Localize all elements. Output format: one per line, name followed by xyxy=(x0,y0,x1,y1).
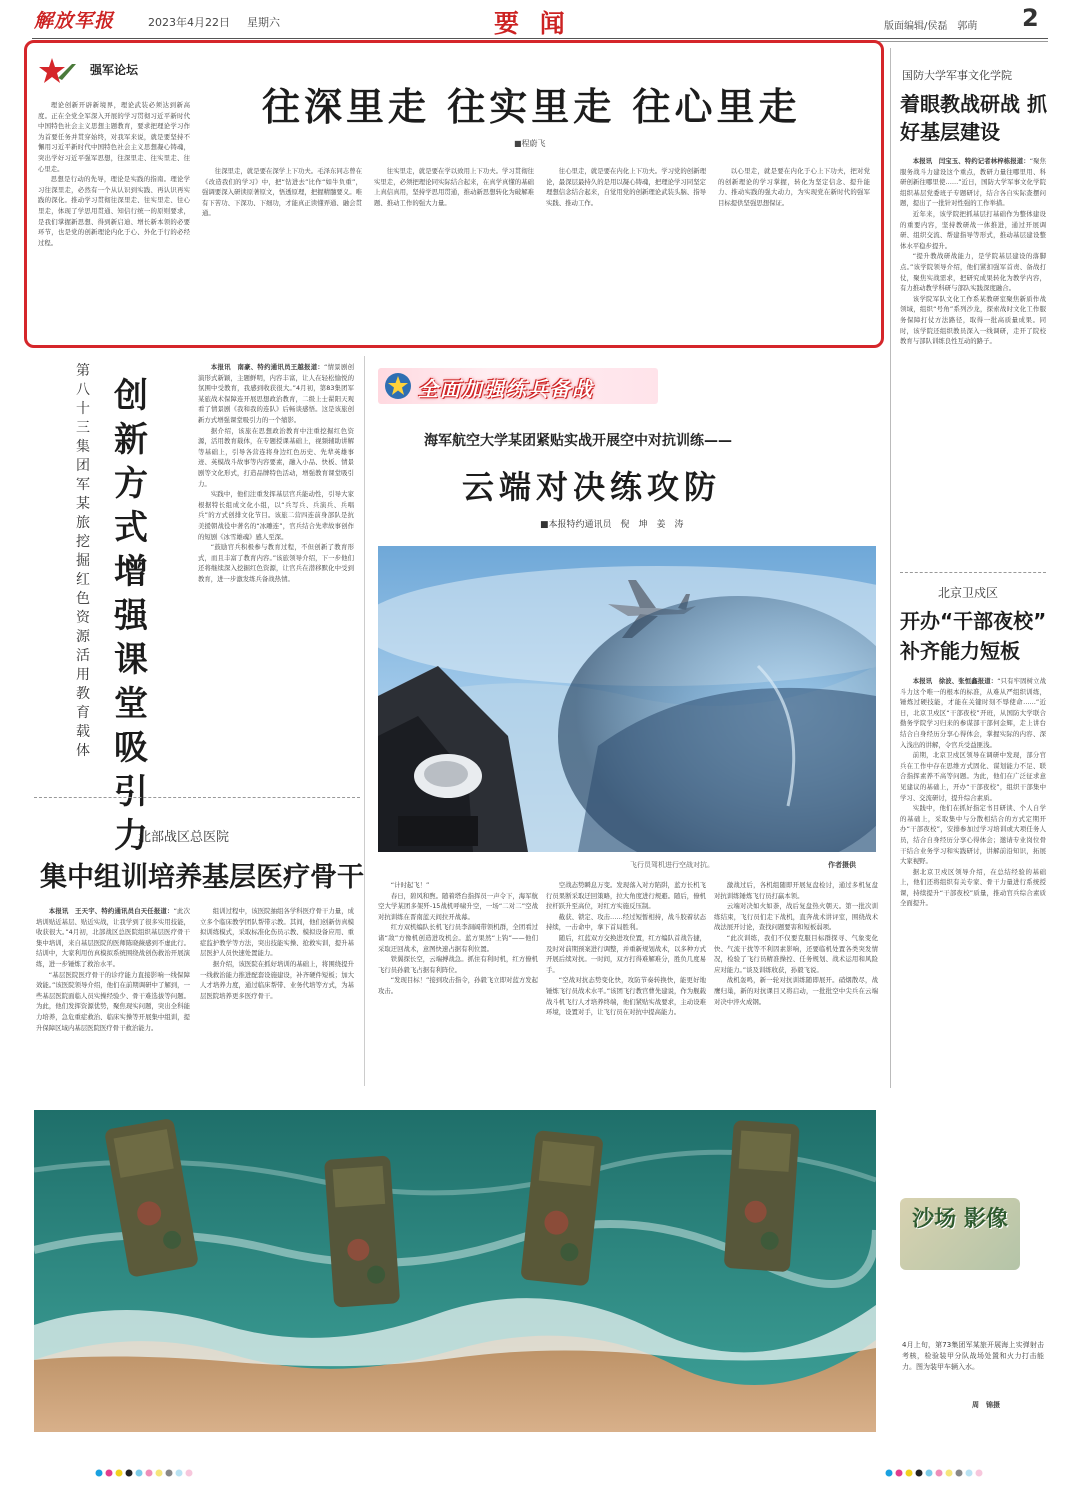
armored-vehicle-icon xyxy=(324,1155,400,1307)
forum-column-5 xyxy=(718,166,870,332)
photo-column-badge-label: 沙场 影像 xyxy=(912,1207,1008,1232)
center-paragraph: 战机轰鸣，新一轮对抗训练随即展开。硝烟散尽，战鹰归巢，新的对抗课目又将启动，一批批空中尖兵在云端对决中淬火成钢。 xyxy=(714,976,878,1006)
center-paragraph: 激战过后，各机组随即开展复盘检讨，通过多机复盘对抗训练锤炼飞行员打赢本领。 xyxy=(714,881,878,900)
page-editors: 版面编辑/侯磊 郭萌 xyxy=(884,21,978,32)
left-mid-paragraph: “鼓励官兵积极参与教育过程，不但创新了教育形式，而且丰富了教育内容。”该旅领导介绍，下一步他们还将继续深入挖掘红色资源，让官兵在潜移默化中受到教育，进一步激发练兵备战热情。 xyxy=(198,543,354,583)
center-paragraph: 红方双机编队长机飞行员李洞阔带领机群，全团看过诸“敌”方像机创造进攻机会。蓝方果然“上钩”——他们采取迂回战术，意图快速占据有利位置。 xyxy=(378,923,538,953)
amphibious-scene-graphic xyxy=(34,1110,876,1432)
forum-paragraph: 以心里走，就是要在内化于心上下功夫，把对党的创新理论的学习掌握，转化为坚定信念、提升能力、推动实践的强大动力，为实现党在新时代的强军目标提供坚强思想保证。 xyxy=(718,167,870,207)
left-mid-lead: 本报讯 南豪、特约通讯员王越报道： xyxy=(210,363,325,371)
star-emblem-icon xyxy=(38,56,78,86)
center-headline: 云端对决练攻防 xyxy=(462,468,722,506)
center-paragraph: 铁翼探长空，云端搏战急。抓住有利时机，红方僚机飞行员孙毅飞占据有利阵位。 xyxy=(378,955,538,974)
right-mid-paragraph: 据北京卫戍区领导介绍，在总结经验的基础上，他们还将组织有关专家、骨干力量进行系统授课，持续提升“干部夜校”质量，推动官兵综合素质全面提升。 xyxy=(900,867,1046,908)
hospital-paragraph: “此次培训贴近基层、贴近实战，让我学到了很多实用技能，收获很大。”4月初，北部战区总医院组织基层医疗骨干集中培训，来自基层医院的医师陈晓薇感到不虚此行。结训中，大家利用仿真模拟系统围绕战创伤救治开展演练，进一步锤炼了救治水平。 xyxy=(36,907,190,968)
bottom-photo-caption: 4月上旬，第73集团军某旅开展海上实弹射击考核，检验装甲分队战场处置和火力打击能力。图为装甲车辆入水。 xyxy=(902,1341,1044,1371)
page-number: 2 xyxy=(1022,4,1039,32)
right-mid-kicker: 北京卫戍区 xyxy=(938,586,999,600)
left-mid-paragraph: 据介绍，该旅在思想政治教育中注重挖掘红色资源，活用教育载体，在专题授课基础上，视频辅助讲解等基础上，引导各营连将身边红色历史、先辈英雄事迹、英模战斗故事等内容要素，融入小品、快板、情景剧等文化形式，打造品牌特色活动，增强教育课堂吸引力。 xyxy=(198,426,354,488)
center-column-3 xyxy=(714,880,878,1096)
left-mid-body xyxy=(198,362,354,780)
newspaper-logo: 解放军报 xyxy=(34,10,115,32)
forum-paragraph: 思想是行动的先导，理论是实践的指南。理论学习往深里走，必然有一个从认识到实践、再认识再实践的深化。推动学习贯彻往深里走、往实里走、往心里走，体现了学思用贯通、知信行统一的原则要求，是我们掌握新思想、得到新启迪、增长新本领的必要环节，也是党的创新理论内化于心、外化于行的必经过程。 xyxy=(38,175,190,247)
hospital-paragraph: 组训过程中，该医院抽组各学科医疗骨干力量，成立多个临床教学团队帮带示教。其间，他们创新仿真模拟训练模式，采取标准化伤员示教、模拟设备应用、重症监护教学等方法，突出技能实操、抢救实训，提升基层医护人员快速处置能力。 xyxy=(200,907,354,958)
forum-label: 强军论坛 xyxy=(90,63,139,77)
registration-dots-icon xyxy=(884,1468,984,1478)
forum-column-1 xyxy=(38,100,190,332)
masthead xyxy=(0,0,1080,40)
jet-scene-graphic xyxy=(378,546,876,852)
right-top-paragraph: “聚焦服务战斗力建设这个重点，教研力量往哪里用、科研创新往哪里使……”近日，国防大学军事文化学院组织基层党委班子专题研讨，结合各自实际查摆问题，提出了一批针对性强的工作举措。 xyxy=(900,157,1046,208)
forum-paragraph: 往实里走，就是要在学以致用上下功夫。学习贯彻往实里走，必须把理论同实际结合起来，在真学真懂的基础上真信真用，坚持学思用贯通，推动新思想转化为破解难题、推动工作的强大力量。 xyxy=(374,167,534,207)
right-mid-lead: 本报讯 徐波、张恒鑫报道： xyxy=(912,677,998,685)
jet-photo-caption: 飞行员驾机进行空战对抗。 xyxy=(630,861,714,869)
right-mid-headline: 开办“干部夜校” 补齐能力短板 xyxy=(900,609,1047,663)
center-paragraph: 空战态势瞬息万变。发现落入对方陷阱，蓝方长机飞行员果断采取迂回策略，拉大角度进行规避。随后，僚机拉杆跃升至高位，对红方实施反压制。 xyxy=(546,881,706,911)
right-top-paragraph: 该学院军队文化工作系某教研室聚焦新质作战领域，组织“号角”系列沙龙，探索战时文化工作服务保障打仗方法路径，取得一批高质量成果。同时，该学院还组织教员深入一线调研，走开了院校教育与部队训练良性互动的路子。 xyxy=(900,294,1046,346)
right-top-paragraph: “提升教战研战能力，是学院基层建设的落脚点。”该学院领导介绍，他们紧扣强军首责、备战打仗，聚焦实战需求，把研究成果转化为教学内容，有力推动教学科研与部队实践深度融合。 xyxy=(900,252,1046,293)
center-paragraph: “空战对抗态势变化快，攻防节奏转换快，能更好地锤炼飞行员战术水平。”该团飞行教官曹先建说，作为舰载战斗机飞行人才培养终端，他们紧贴实战要求，主动设难环境，设置对手，让飞行员在对抗中提高能力。 xyxy=(546,976,706,1017)
section-title: 要 闻 xyxy=(494,9,571,38)
forum-column-4 xyxy=(546,166,706,332)
right-mid-body xyxy=(900,676,1046,1096)
forum-paragraph: 往深里走，就是要在深学上下功夫。毛泽东同志曾在《改造我们的学习》中，把“钻进去”比作“如牛负重”，强调要深入研读原著原文，悟透原理，把握精髓要义。唯有下苦功、下深功、下细功，才能真正读懂弄通、融会贯通。 xyxy=(202,167,362,218)
hospital-paragraph: “基层医院医疗骨干的诊疗能力直接影响一线保障效能。”该医院领导介绍，他们在前期调研中了解到，一些基层医院面临人员实操经验少、骨干难选拔等问题。为此，他们发挥资源优势，聚焦现实问题，突出全科能力培养，急危重症救治、临床实操等开展集中组训，提升保障区域内基层医院医疗骨干救治能力。 xyxy=(36,970,190,1032)
forum-author: ■程蔚飞 xyxy=(514,139,546,148)
masthead-rule xyxy=(32,38,1048,39)
right-top-body xyxy=(900,156,1046,556)
left-mid-headline: 创新方式增强课堂吸引力 xyxy=(114,376,148,856)
hospital-kicker: 北部战区总医院 xyxy=(138,830,230,845)
left-mid-paragraph: 实践中，他们注重发挥基层官兵能动性，引导大家根据特长组成文化小组，以“兵写兵、兵演兵、兵唱兵”的方式创排文化节目。该旅二营四连前身部队是抗美援朝战役中著名的“冰雕连”，官兵结合先辈故事创作的短剧《冰雪雄魂》感人至深。 xyxy=(198,490,354,541)
right-mid-paragraph: 前期，北京卫戍区领导在调研中发现，部分官兵在工作中存在思维方式固化、谋划能力不足、联合指挥素养不高等问题。为此，他们在广泛征求意见建议的基础上，开办“干部夜校”，组织干部集中学习、交流研讨，提升综合素质。 xyxy=(900,751,1046,802)
right-top-paragraph: 近年来，该学院把抓基层打基础作为整体建设的重要内容，坚持教研战一体推进，通过开展调研、组织交流、帮建指导等形式，推动基层建设整体水平稳步提升。 xyxy=(900,209,1046,250)
right-top-kicker: 国防大学军事文化学院 xyxy=(902,69,1012,82)
armored-vehicle-icon xyxy=(724,1120,800,1272)
forum-paragraph: 往心里走，就是要在内化上下功夫。学习党的创新理论，最深层最持久的是用以凝心铸魂，把理论学习同坚定理想信念结合起来，自觉用党的创新理论武装头脑、指导实践、推动工作。 xyxy=(546,167,706,207)
hospital-headline: 集中组训培养基层医疗骨干 xyxy=(40,862,364,893)
issue-weekday: 星期六 xyxy=(247,16,280,29)
center-paragraph: “发现目标！”接到攻击指令，孙毅飞立即对蓝方发起攻击。 xyxy=(378,976,538,995)
right-divider xyxy=(900,572,1046,573)
center-byline: ■本报特约通讯员 倪 坤 姜 涛 xyxy=(540,520,684,530)
right-mid-paragraph: 实践中，他们在抓好指定书目研读、个人自学的基础上，采取集中与分散相结合的方式定期开办“干部夜校”，安排参加过学习培训或大项任务人员，结合自身经历分享心得体会；邀请专业岗位骨干结合业务学习和实践研讨，讲解前沿知识，拓展大家视野。 xyxy=(900,804,1046,866)
training-banner-label: 全面加强练兵备战 xyxy=(418,377,594,401)
jet-photo xyxy=(378,546,876,852)
center-paragraph: “此次训练，我们不仅要克服目标群探寻、气象变化快、气流干扰等不利因素影响，还要临机处置各类突发情况，检验了飞行员精准操控、任务规划、战术运用和风险应对能力。”谈及训练收获，孙毅飞说。 xyxy=(714,933,878,974)
center-paragraph: 云端对决如火如荼，战后复盘热火朝天。第一批次训练结束，飞行员们走下战机，直奔战术讲评室，围绕战术战法展开讨论，查找问题要害和短板弱项。 xyxy=(714,902,878,932)
issue-date: 2023年4月22日 xyxy=(148,16,230,29)
color-registration-right xyxy=(884,1463,984,1473)
center-column-1 xyxy=(378,880,538,1096)
jet-photo-credit: 作者摄供 xyxy=(828,861,856,869)
center-paragraph: 随后，红蓝双方交换进攻位置，红方编队首战告捷，及时对前期预案进行调整，并重新规划战术，以多种方式开展后续对抗。一时间，双方打得难解难分，胜负几度易手。 xyxy=(546,933,706,974)
photo-column-badge xyxy=(900,1198,1020,1270)
bottom-photo-credit: 周 锦摄 xyxy=(972,1401,1000,1409)
hospital-lead: 本报讯 王天宇、特约通讯员白天任报道： xyxy=(48,907,174,915)
center-column-2 xyxy=(546,880,706,1096)
amphibious-photo xyxy=(34,1110,876,1432)
center-paragraph: 截获、锁定、攻击……经过短暂相持，战斗胶着状态持续，一击命中，拿下首局胜利。 xyxy=(546,912,706,932)
right-column-rule xyxy=(890,48,891,1088)
hospital-paragraph: 据介绍，该医院在抓好培训的基础上，将围绕提升一线救治能力推进配套设施建设，补齐硬件短板；加大人才培养力度，通过临床帮带、业务代培等方式，为基层医院培养更多医疗骨干。 xyxy=(200,959,354,1000)
hospital-column-2 xyxy=(200,906,354,1096)
forum-column-3 xyxy=(374,166,534,332)
forum-badge xyxy=(38,56,178,86)
left-mid-kicker: 第八十三集团军某旅挖掘红色资源活用教育载体 xyxy=(76,363,90,759)
registration-dots-icon xyxy=(94,1468,194,1478)
training-banner xyxy=(378,368,658,404)
right-mid-paragraph: “只有牢固树立战斗力这个唯一的根本的标准，从难从严组织训练，锤炼过硬技能，才能在关键时刻不辱使命……”近日，北京卫戍区“干部夜校”开班，从国防大学联合勤务学院学习归来的参谋部干部何金辉，走上讲台结合自身经历分享心得体会，掌握实际的内容、深入浅出的讲解，令官兵受益匪浅。 xyxy=(900,677,1046,749)
color-registration-left xyxy=(94,1463,194,1473)
forum-paragraph: 理论创新开辟新境界，理论武装必须达到新高度。正在全党全军深入开展的学习贯彻习近平新时代中国特色社会主义思想主题教育，要求把理论学习作为首要任务并贯穿始终，对我军来说，就是要坚持不懈用习近平新时代中国特色社会主义思想凝心铸魂，突出学好习近平强军思想，往深里走、往实里走、往心里走。 xyxy=(38,101,190,173)
right-top-lead: 本报讯 闫宝玉、特约记者林梓栋报道： xyxy=(912,157,1030,165)
forum-headline: 往深里走 往实里走 往心里走 xyxy=(262,85,801,129)
center-paragraph: “计时起飞！” xyxy=(390,881,430,889)
center-paragraph: 春日，碧风和煦。随着塔台指挥员一声令下，海军航空大学某团多架歼-15战机呼啸升空，一场“二对二”空战对抗训练在晋南蓝天间拉开战幕。 xyxy=(378,891,538,921)
center-kicker: 海军航空大学某团紧贴实战开展空中对抗训练—— xyxy=(424,433,732,449)
left-divider xyxy=(34,797,360,798)
hospital-column-1 xyxy=(36,906,190,1096)
right-top-headline: 着眼教战研战 抓好基层建设 xyxy=(900,92,1047,144)
forum-column-2 xyxy=(202,166,362,332)
center-left-rule xyxy=(364,356,365,1086)
star-badge-icon xyxy=(384,372,412,400)
left-mid-paragraph: “情景剧创演形式新颖，主题鲜明，内容丰富，让人在轻松愉悦的氛围中受教育，我感到收获很大。”4月初，第83集团军某旅战术保障连开展思想政治教育，二级上士翟阳天观看了情景剧《我和我的连队》后畅谈感悟。这是该旅创新方式增强课堂吸引力的一个缩影。 xyxy=(198,363,354,424)
